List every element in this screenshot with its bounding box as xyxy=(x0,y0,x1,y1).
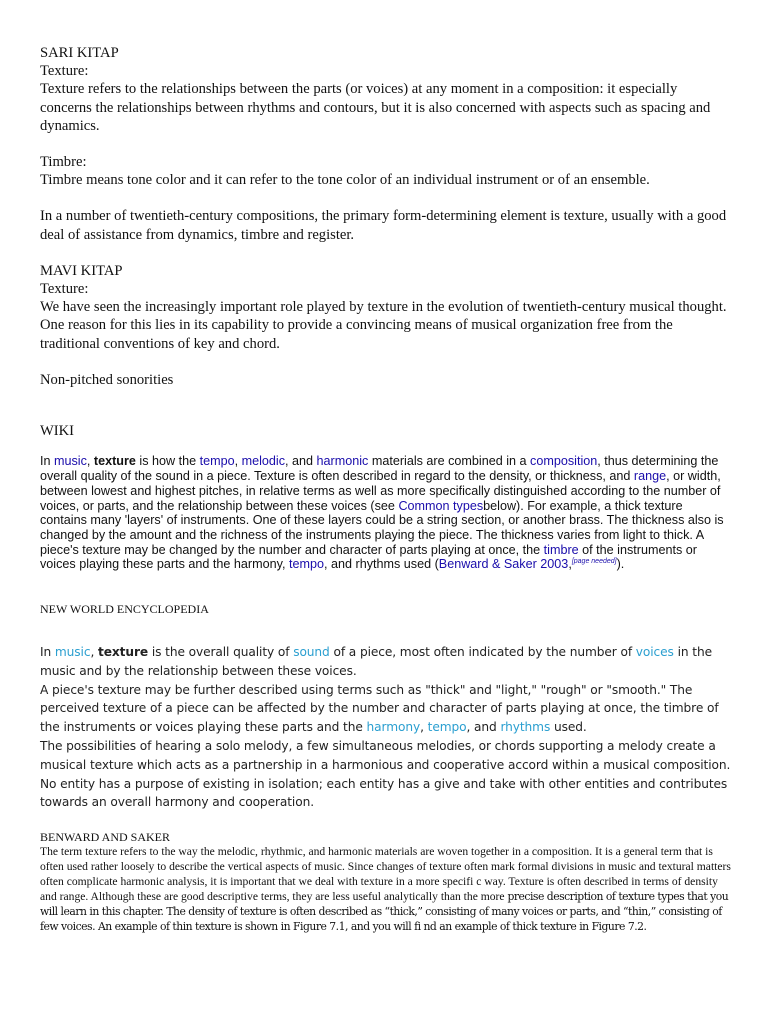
sari-timbre-label: Timbre: xyxy=(40,154,87,171)
nwe-section xyxy=(40,602,732,812)
wiki-text: In xyxy=(40,454,55,469)
nwe-link-voices[interactable]: voices xyxy=(635,645,674,660)
nwe-text: , and xyxy=(466,720,501,735)
mavi-heading: MAVI KITAP xyxy=(40,262,123,279)
link-composition[interactable]: composition xyxy=(530,454,598,469)
bs-heading: BENWARD AND SAKER xyxy=(40,830,171,845)
document-page xyxy=(40,44,732,935)
link-harmonic[interactable]: harmonic xyxy=(316,454,369,469)
sari-timbre-text: Timbre means tone color and it can refer to the tone color of an individual instrument or of an ensemble. xyxy=(40,172,650,189)
nwe-link-tempo[interactable]: tempo xyxy=(427,720,467,735)
nwe-link-harmony[interactable]: harmony xyxy=(366,720,421,735)
nwe-text: The possibilities of hearing a solo melody, a few simultaneous melodies, or chords supporting a melody create a musical texture which acts as a partnership in a harmonious and cooperative accord within a musical composition. No entity has a purpose of existing in isolation; each entity has a give and take with other entities and contributes towards an overall harmony and cooperation. xyxy=(40,739,731,810)
wiki-text: , and xyxy=(285,454,317,469)
sari-texture-text: Texture refers to the relationships between the parts (or voices) at any moment in a composition: it especially concerns the relationships between rhythms and contours, but it is also concerned with aspects such as spacing and dynamics. xyxy=(40,81,711,134)
wiki-section xyxy=(40,422,732,572)
sari-kitap-section xyxy=(40,44,732,262)
link-benward-saker[interactable]: Benward & Saker 2003 xyxy=(438,557,569,572)
wiki-texture-bold: texture xyxy=(93,454,136,469)
nwe-texture-bold: texture xyxy=(98,645,149,660)
link-range[interactable]: range xyxy=(633,469,667,484)
sari-texture-label: Texture: xyxy=(40,63,89,80)
bs-text: The term texture refers to the way the melodic, rhythmic, and harmonic materials are woven together in a composition. It is a general term that is often used rather loosely to describe the vertical aspects of music. Since changes of texture often mark formal divisions in music and textural matters often complicate harmonic analysis, it is important that we deal with texture in a more specifi c way. Texture is often described in terms of density and range. Although these are good descriptive terms, they are less useful analytically than the more xyxy=(40,845,731,903)
link-melodic[interactable]: melodic xyxy=(241,454,286,469)
nwe-text: A piece's texture may be further described using terms such as "thick" and "light," "rough" or "smooth." The perceived texture of a piece can be affected by the number and character of parts playing at once, the timbre of the instruments or voices playing these parts and the xyxy=(40,682,719,735)
link-page-needed[interactable]: [page needed] xyxy=(571,558,617,566)
nwe-text: is the overall quality of xyxy=(148,645,294,660)
wiki-text: , xyxy=(234,454,242,469)
benward-saker-section xyxy=(40,830,732,934)
wiki-text: , xyxy=(86,454,94,469)
nwe-heading: NEW WORLD ENCYCLOPEDIA xyxy=(40,602,209,617)
nwe-text: In xyxy=(40,645,55,660)
wiki-text: of the instruments or voices playing these parts and the harmony, xyxy=(40,542,697,572)
wiki-paragraph xyxy=(40,454,732,572)
sari-form-text: In a number of twentieth-century compositions, the primary form-determining element is texture, usually with a good deal of assistance from dynamics, timbre and register. xyxy=(40,208,727,243)
link-timbre[interactable]: timbre xyxy=(543,542,579,557)
bs-paragraph xyxy=(40,845,732,934)
nwe-link-music[interactable]: music xyxy=(54,645,91,660)
link-tempo-2[interactable]: tempo xyxy=(288,557,324,572)
nwe-text: , xyxy=(90,645,99,660)
wiki-text: , xyxy=(568,557,572,572)
wiki-text: ). xyxy=(616,557,625,572)
link-tempo[interactable]: tempo xyxy=(199,454,235,469)
mavi-texture-text: We have seen the increasingly important role played by texture in the evolution of twentieth-century musical thought. One reason for this lies in its capability to provide a convincing means of musical organization free from the traditional conventions of key and chord. xyxy=(40,299,727,352)
wiki-text: is how the xyxy=(135,454,200,469)
nwe-text: of a piece, most often indicated by the number of xyxy=(329,645,636,660)
mavi-texture-label: Texture: xyxy=(40,281,89,298)
nwe-link-rhythms[interactable]: rhythms xyxy=(500,720,551,735)
nwe-text: used. xyxy=(550,720,587,735)
wiki-text: , or width, between lowest and highest pitches, in relative terms as well as more specifically distinguished according to the number of voices, or parts, and the relationship between these voices (see xyxy=(40,469,721,513)
link-music[interactable]: music xyxy=(54,454,87,469)
mavi-nonpitched: Non-pitched sonorities xyxy=(40,371,174,388)
wiki-heading: WIKI xyxy=(40,422,75,439)
nwe-text: , xyxy=(420,720,428,735)
nwe-paragraph xyxy=(40,643,732,812)
nwe-link-sound[interactable]: sound xyxy=(293,645,330,660)
wiki-text: , thus determining the overall quality of the sound in a piece. Texture is often described in regard to the density, or thickness, and xyxy=(40,454,719,484)
wiki-text: materials are combined in a xyxy=(368,454,531,469)
bs-text: precise description of texture types that you will learn in this chapter. The density of texture is often described as “thick,” consisting of many voices or parts, and “thin,” consisting of few voices. An example of thin texture is shown in Figure 7.1, and you will fi nd an example of thick texture in Figure 7.2. xyxy=(40,889,729,933)
wiki-text: below). For example, a thick texture contains many 'layers' of instruments. One of these layers could be a string section, or another brass. The thickness also is changed by the amount and the richness of the instruments playing the piece. The thickness varies from light to thick. A piece's texture may be changed by the number and character of parts playing at once, the xyxy=(40,498,724,557)
link-common-types[interactable]: Common types xyxy=(398,498,484,513)
sari-heading: SARI KITAP xyxy=(40,45,119,61)
wiki-text: , and rhythms used ( xyxy=(324,557,439,572)
mavi-kitap-section xyxy=(40,262,732,407)
nwe-text: in the music and by the relationship between these voices. xyxy=(40,645,712,678)
